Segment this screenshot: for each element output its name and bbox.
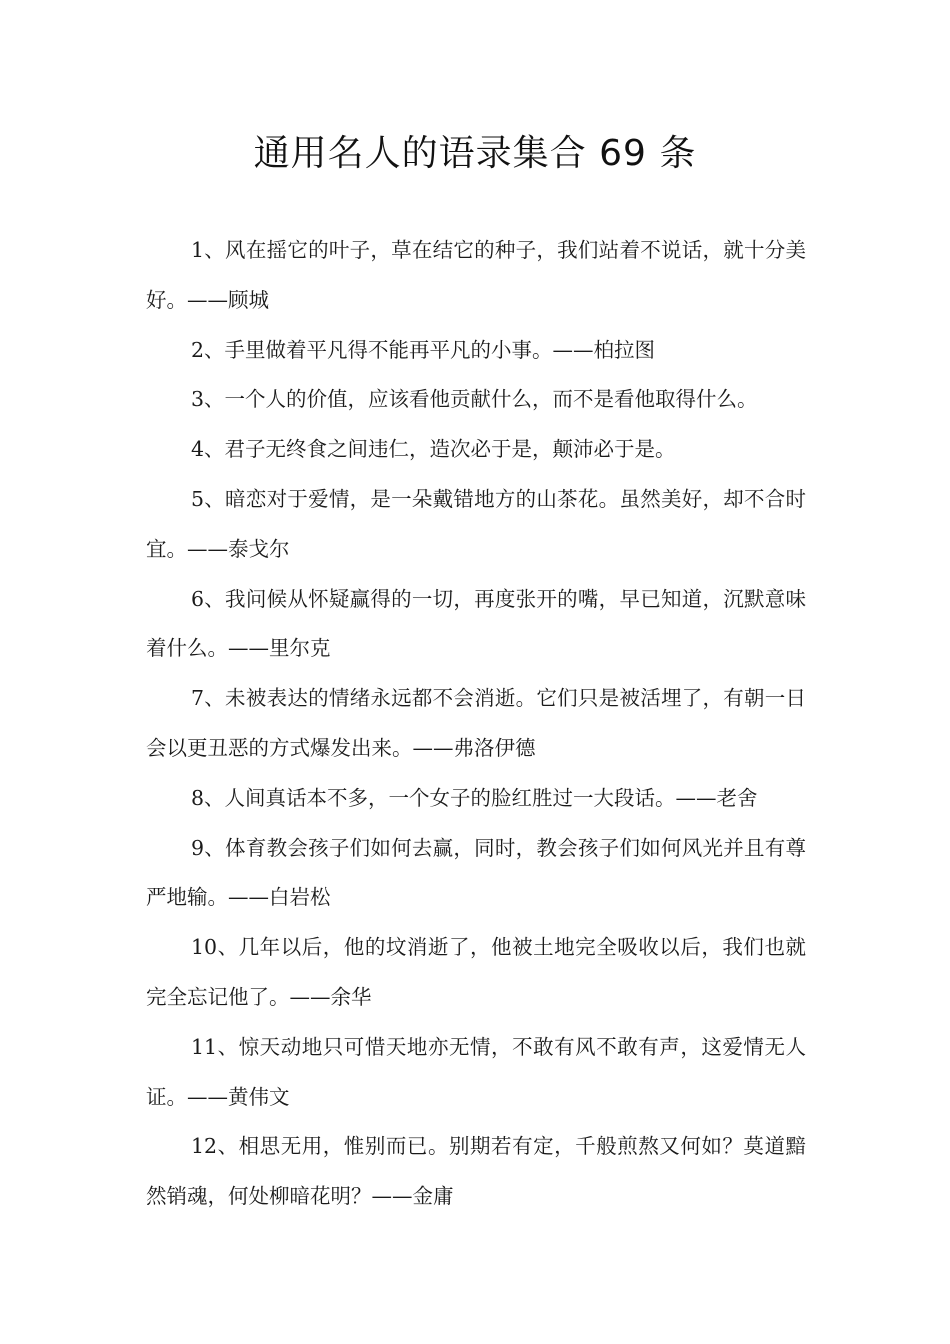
quote-item-7: 7、未被表达的情绪永远都不会消逝。它们只是被活埋了，有朝一日会以更丑恶的方式爆发出来。——弗洛伊德 xyxy=(146,686,806,760)
quote-item-12: 12、相思无用，惟别而已。别期若有定，千般煎熬又何如？莫道黯然销魂，何处柳暗花明？——金庸 xyxy=(146,1134,806,1209)
quote-item-8: 8、人间真话本不多，一个女子的脸红胜过一大段话。——老舍 xyxy=(191,785,758,810)
quote-item-11: 11、惊天动地只可惜天地亦无情，不敢有风不敢有声，这爱情无人证。——黄伟文 xyxy=(146,1034,806,1109)
quote-item-2: 2、手里做着平凡得不能再平凡的小事。——柏拉图 xyxy=(191,337,656,362)
quote-item-6: 6、我问候从怀疑赢得的一切，再度张开的嘴，早已知道，沉默意味着什么。——里尔克 xyxy=(146,586,806,661)
quote-item-5: 5、暗恋对于爱情，是一朵戴错地方的山茶花。虽然美好，却不合时宜。——泰戈尔 xyxy=(146,486,806,561)
quote-item-9: 9、体育教会孩子们如何去赢，同时，教会孩子们如何风光并且有尊严地输。——白岩松 xyxy=(146,835,806,910)
quote-list xyxy=(146,226,806,1222)
quote-item-4: 4、君子无终食之间违仁，造次必于是，颠沛必于是。 xyxy=(191,437,676,462)
document-title: 通用名人的语录集合 69 条 xyxy=(253,133,697,174)
quote-item-3: 3、一个人的价值，应该看他贡献什么，而不是看他取得什么。 xyxy=(191,387,758,412)
quote-item-1: 1、风在摇它的叶子，草在结它的种子，我们站着不说话，就十分美好。——顾城 xyxy=(146,238,806,312)
quote-item-10: 10、几年以后，他的坟消逝了，他被土地完全吸收以后，我们也就完全忘记他了。——余华 xyxy=(146,935,806,1009)
